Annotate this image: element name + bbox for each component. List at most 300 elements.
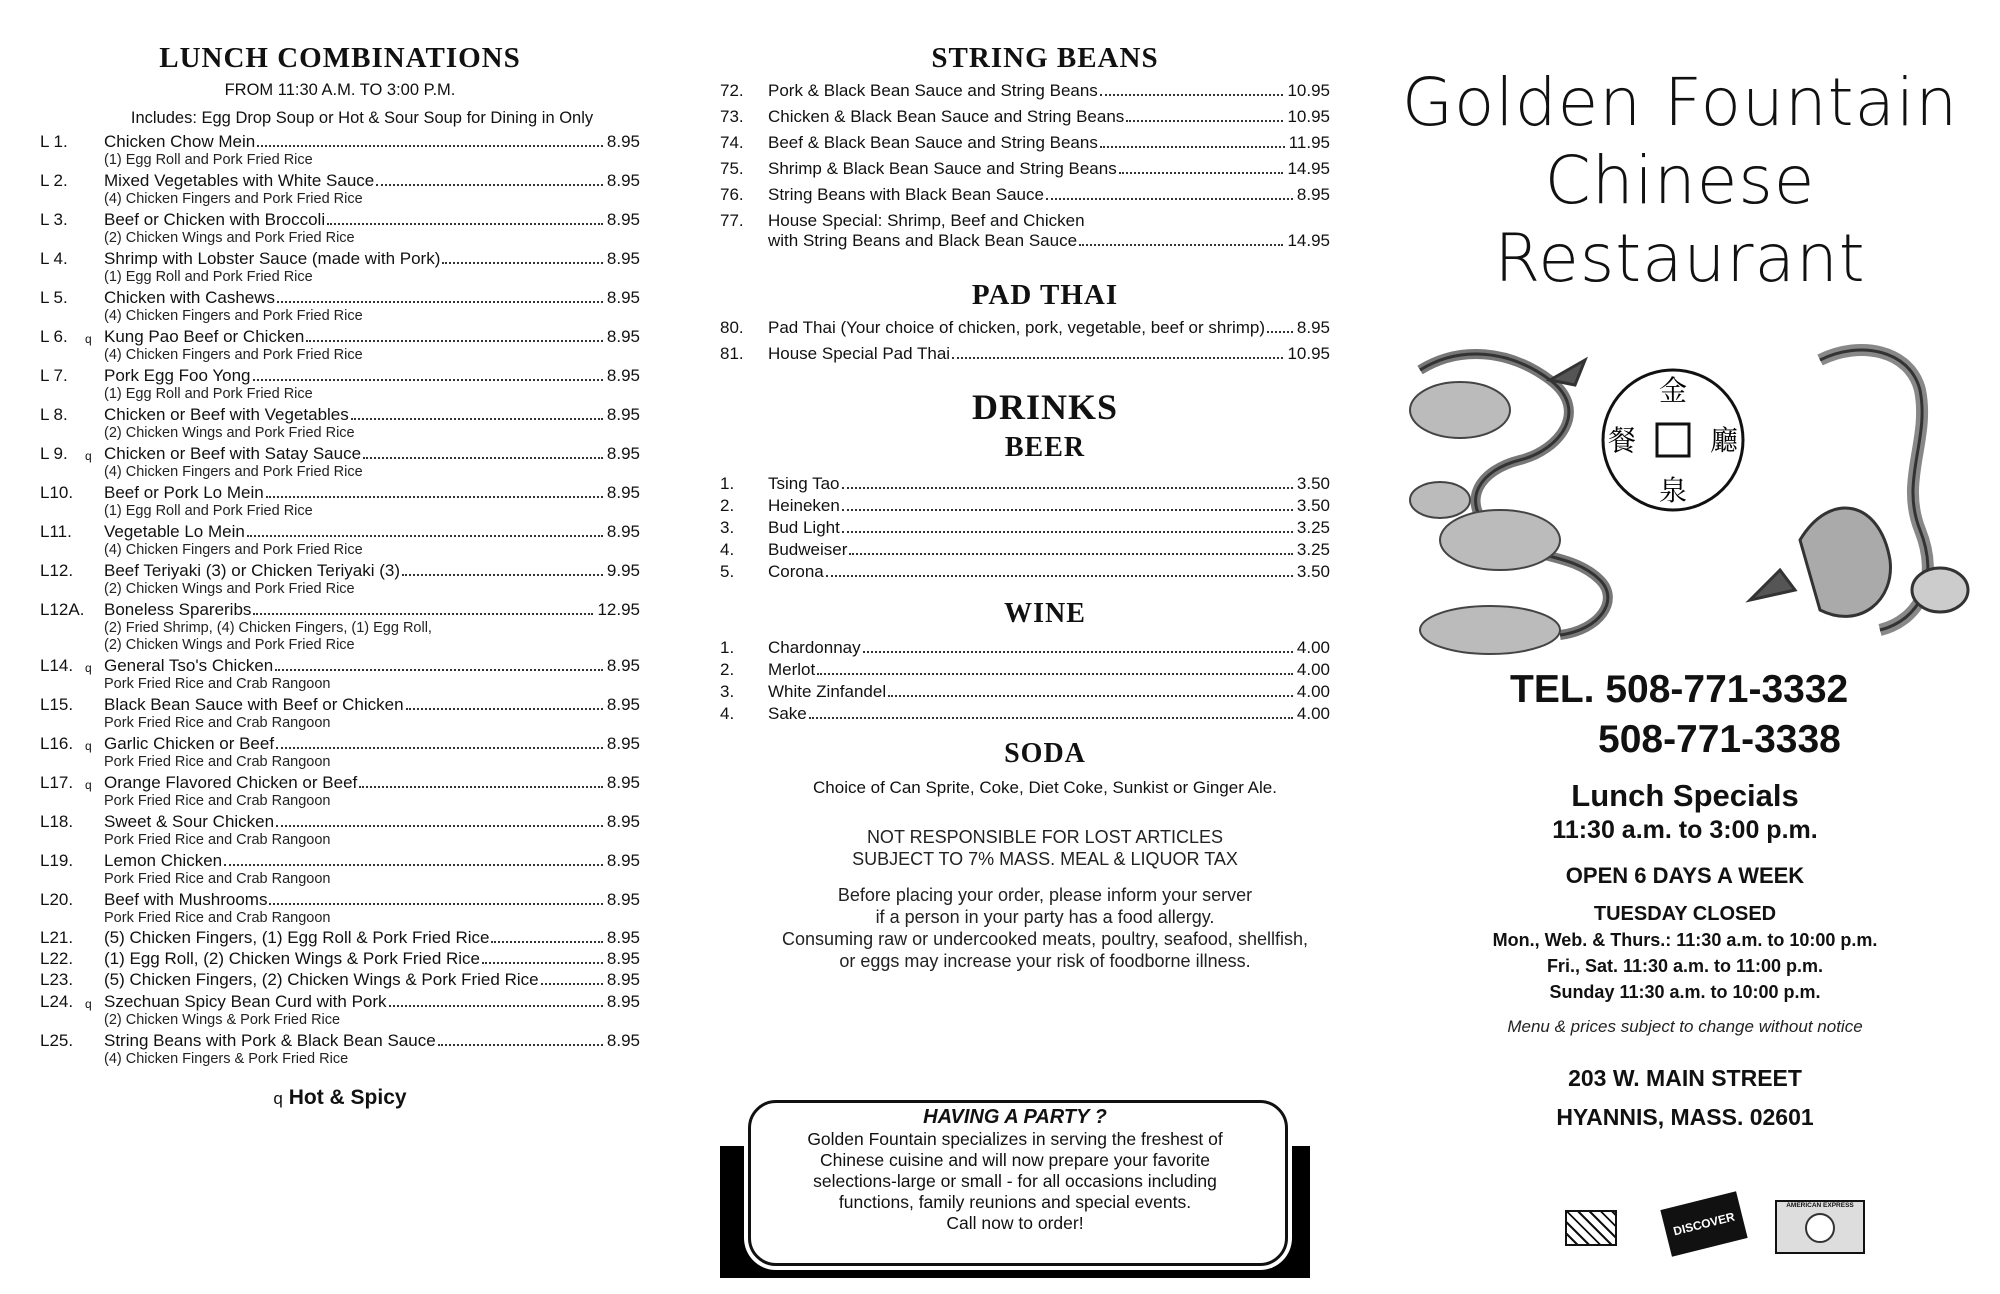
item-name: Lemon Chicken — [104, 851, 223, 870]
hot-spicy-legend — [40, 1086, 640, 1110]
item-name: Vegetable Lo Mein — [104, 522, 245, 541]
item-price: 3.25 — [1296, 518, 1330, 537]
address-line-2: HYANNIS, MASS. 02601 — [1556, 1104, 1814, 1130]
item-body — [104, 366, 640, 403]
allergy-line-4: or eggs may increase your risk of foodborne illness. — [839, 951, 1251, 971]
leader-dots — [276, 824, 603, 827]
hot-spicy-marker: q — [85, 739, 92, 753]
menu-item — [40, 1031, 640, 1068]
item-body — [104, 561, 640, 598]
leader-dots — [351, 417, 603, 420]
menu-item — [720, 562, 1330, 582]
item-line — [104, 970, 640, 990]
item-number: 81. — [720, 344, 744, 363]
leader-dots — [402, 573, 603, 576]
item-note: Pork Fried Rice and Crab Rangoon — [104, 676, 331, 692]
hot-spicy-symbol: q — [273, 1089, 283, 1108]
item-number: L12. — [40, 561, 74, 580]
item-body — [768, 159, 1330, 179]
item-body — [768, 81, 1330, 101]
item-name: General Tso's Chicken — [104, 656, 274, 675]
beer-list — [720, 474, 1330, 582]
menu-item — [720, 518, 1330, 538]
leader-dots — [1046, 197, 1293, 200]
item-body — [104, 405, 640, 442]
item-price: 11.95 — [1288, 133, 1330, 152]
item-name: Corona — [768, 562, 824, 581]
item-price: 12.95 — [597, 600, 640, 619]
item-price: 3.50 — [1296, 474, 1330, 493]
item-name: Heineken — [768, 496, 840, 515]
item-price: 10.95 — [1287, 81, 1330, 100]
menu-item — [40, 928, 640, 948]
item-name: Chicken with Cashews — [104, 288, 276, 307]
item-number: L11. — [40, 522, 72, 541]
item-note: (2) Fried Shrimp, (4) Chicken Fingers, (1) Egg Roll, — [104, 620, 432, 636]
item-price: 8.95 — [606, 992, 640, 1011]
item-number: L21. — [40, 928, 74, 947]
item-line — [768, 344, 1330, 364]
party-line-4: functions, family reunions and special events. — [838, 1192, 1192, 1212]
menu-item — [40, 949, 640, 969]
item-number: L10. — [40, 483, 74, 502]
item-number: 72. — [720, 81, 744, 100]
item-line — [104, 928, 640, 948]
item-line — [768, 562, 1330, 582]
item-number: L 9. — [40, 444, 68, 463]
menu-item — [720, 211, 1330, 251]
item-name: (5) Chicken Fingers, (2) Chicken Wings & Pork Fried Rice — [104, 970, 539, 989]
hot-spicy-marker: q — [85, 449, 92, 463]
menu-item — [720, 107, 1330, 127]
lunch-title: LUNCH COMBINATIONS — [159, 42, 521, 74]
item-body — [104, 734, 640, 771]
party-box — [720, 1100, 1310, 1278]
leader-dots — [888, 694, 1293, 697]
item-price: 3.50 — [1296, 496, 1330, 515]
item-number: 74. — [720, 133, 744, 152]
item-name: Chicken Chow Mein — [104, 132, 256, 151]
item-line — [768, 185, 1330, 205]
address-line-1: 203 W. MAIN STREET — [1568, 1065, 1802, 1091]
item-line — [768, 231, 1330, 251]
phone-1: TEL. 508-771-3332 — [1510, 668, 1849, 711]
item-number: L 5. — [40, 288, 68, 307]
item-number: L18. — [40, 812, 74, 831]
item-number: 2. — [720, 496, 735, 515]
item-price: 8.95 — [606, 773, 640, 792]
menu-item — [40, 405, 640, 442]
item-price: 4.00 — [1296, 704, 1330, 723]
item-number: L23. — [40, 970, 74, 989]
chinese-seal — [1603, 370, 1743, 510]
leader-dots — [849, 552, 1293, 555]
item-body — [768, 660, 1330, 680]
item-number: L16. — [40, 734, 74, 753]
item-price: 8.95 — [606, 656, 640, 675]
item-name: Tsing Tao — [768, 474, 840, 493]
item-note: (1) Egg Roll and Pork Fried Rice — [104, 386, 313, 402]
item-note: Pork Fried Rice and Crab Rangoon — [104, 793, 331, 809]
item-number: L12A. — [40, 600, 85, 619]
item-body — [768, 185, 1330, 205]
soda-text: Choice of Can Sprite, Coke, Diet Coke, Sunkist or Ginger Ale. — [813, 778, 1277, 797]
item-line — [104, 444, 640, 464]
item-note: (2) Chicken Wings and Pork Fried Rice — [104, 637, 355, 653]
item-name: Beef or Chicken with Broccoli — [104, 210, 326, 229]
item-line — [768, 107, 1330, 127]
item-number: L 2. — [40, 171, 68, 190]
item-name: String Beans with Black Bean Sauce — [768, 185, 1044, 204]
item-price: 8.95 — [606, 1031, 640, 1050]
menu-item — [40, 656, 640, 693]
item-name: with String Beans and Black Bean Sauce — [768, 231, 1078, 250]
item-price: 8.95 — [606, 483, 640, 502]
item-price: 8.95 — [1296, 318, 1330, 337]
leader-dots — [224, 863, 603, 866]
restaurant-name-line-1: Golden Fountain — [1401, 64, 1959, 141]
item-line — [104, 773, 640, 793]
item-body — [768, 211, 1330, 251]
leader-dots — [376, 183, 603, 186]
item-body — [768, 107, 1330, 127]
item-name: Mixed Vegetables with White Sauce — [104, 171, 375, 190]
pad-thai-list — [720, 318, 1330, 364]
item-number: 4. — [720, 540, 735, 559]
menu-item — [720, 704, 1330, 724]
item-body — [768, 318, 1330, 338]
amex-label: AMERICAN EXPRESS — [1786, 1202, 1854, 1209]
item-number: 1. — [720, 638, 735, 657]
item-price: 4.00 — [1296, 638, 1330, 657]
menu-item — [40, 483, 640, 520]
item-number: L 8. — [40, 405, 68, 424]
item-line — [768, 638, 1330, 658]
leader-dots — [276, 746, 603, 749]
leader-dots — [842, 486, 1293, 489]
leader-dots — [442, 261, 603, 264]
item-body — [768, 682, 1330, 702]
menu-item — [720, 159, 1330, 179]
item-name: Bud Light — [768, 518, 840, 537]
item-body — [104, 773, 640, 810]
lunch-combinations-column — [40, 0, 640, 1110]
lunch-includes: Includes: Egg Drop Soup or Hot & Sour Soup for Dining in Only — [130, 109, 594, 127]
item-number: 2. — [720, 660, 735, 679]
item-price: 8.95 — [606, 132, 640, 151]
item-price: 8.95 — [606, 288, 640, 307]
leader-dots — [438, 1043, 603, 1046]
item-name: Budweiser — [768, 540, 848, 559]
item-name: Black Bean Sauce with Beef or Chicken — [104, 695, 404, 714]
leader-dots — [1100, 93, 1284, 96]
item-body — [768, 474, 1330, 494]
item-name: Beef & Black Bean Sauce and String Beans — [768, 133, 1098, 152]
allergy-line-3: Consuming raw or undercooked meats, poultry, seafood, shellfish, — [782, 929, 1308, 949]
item-note: (4) Chicken Fingers and Pork Fried Rice — [104, 464, 363, 480]
string-beans-list — [720, 81, 1330, 251]
item-line — [104, 890, 640, 910]
item-line — [104, 695, 640, 715]
item-name: White Zinfandel — [768, 682, 887, 701]
item-line — [768, 133, 1330, 153]
item-number: L 3. — [40, 210, 68, 229]
item-body — [104, 970, 640, 990]
item-price: 8.95 — [606, 405, 640, 424]
item-line — [104, 327, 640, 347]
item-name: Shrimp & Black Bean Sauce and String Beans — [768, 159, 1117, 178]
item-line — [104, 366, 640, 386]
item-name-line: House Special: Shrimp, Beef and Chicken — [768, 211, 1085, 230]
menu-item — [720, 540, 1330, 560]
item-number: L 6. — [40, 327, 68, 346]
item-name: Orange Flavored Chicken or Beef — [104, 773, 358, 792]
beer-title: BEER — [1004, 432, 1086, 463]
item-name: Chicken & Black Bean Sauce and String Beans — [768, 107, 1125, 126]
item-number: L25. — [40, 1031, 74, 1050]
item-line — [104, 132, 640, 152]
drinks-title: DRINKS — [971, 387, 1119, 427]
leader-dots — [269, 902, 602, 905]
allergy-line-1: Before placing your order, please inform your server — [837, 885, 1253, 905]
menu-item — [40, 734, 640, 771]
item-note: Pork Fried Rice and Crab Rangoon — [104, 910, 331, 926]
item-body — [104, 483, 640, 520]
item-body — [104, 851, 640, 888]
menu-item — [720, 81, 1330, 101]
menu-item — [40, 366, 640, 403]
item-note: Pork Fried Rice and Crab Rangoon — [104, 754, 331, 770]
menu-item — [720, 344, 1330, 364]
tax-notice: SUBJECT TO 7% MASS. MEAL & LIQUOR TAX — [852, 849, 1238, 869]
item-number: 3. — [720, 682, 735, 701]
item-number: L19. — [40, 851, 74, 870]
hot-spicy-marker: q — [85, 997, 92, 1011]
item-name: Pork & Black Bean Sauce and String Beans — [768, 81, 1098, 100]
item-price: 3.25 — [1296, 540, 1330, 559]
menu-item — [720, 185, 1330, 205]
restaurant-info-column — [1400, 0, 1970, 298]
menu-item — [40, 812, 640, 849]
item-number: 4. — [720, 704, 735, 723]
item-price: 8.95 — [1296, 185, 1330, 204]
item-name: House Special Pad Thai — [768, 344, 951, 363]
item-note: (2) Chicken Wings and Pork Fried Rice — [104, 425, 355, 441]
menu-item — [720, 318, 1330, 338]
leader-dots — [541, 982, 603, 985]
item-line — [104, 405, 640, 425]
leader-dots — [253, 612, 593, 615]
item-body — [768, 518, 1330, 538]
leader-dots — [266, 495, 603, 498]
item-name: Pork Egg Foo Yong — [104, 366, 251, 385]
leader-dots — [842, 508, 1293, 511]
party-line-1: Golden Fountain specializes in serving the freshest of — [807, 1129, 1223, 1149]
item-note: (1) Egg Roll and Pork Fried Rice — [104, 152, 313, 168]
menu-item — [720, 133, 1330, 153]
item-line — [768, 540, 1330, 560]
menu-item — [40, 773, 640, 810]
item-line — [768, 474, 1330, 494]
item-line — [104, 1031, 640, 1051]
item-body — [104, 171, 640, 208]
leader-dots — [277, 300, 603, 303]
item-price: 9.95 — [606, 561, 640, 580]
leader-dots — [275, 668, 603, 671]
item-number: 76. — [720, 185, 744, 204]
item-line — [104, 949, 640, 969]
menu-item — [40, 695, 640, 732]
item-note: Pork Fried Rice and Crab Rangoon — [104, 871, 331, 887]
item-price: 14.95 — [1287, 159, 1330, 178]
menu-item — [720, 682, 1330, 702]
item-body — [104, 288, 640, 325]
item-price: 8.95 — [606, 444, 640, 463]
item-body — [104, 210, 640, 247]
menu-item — [40, 522, 640, 559]
item-price: 4.00 — [1296, 660, 1330, 679]
item-line — [104, 812, 640, 832]
item-body — [104, 890, 640, 927]
menu-item — [40, 851, 640, 888]
lunch-hours: FROM 11:30 A.M. TO 3:00 P.M. — [224, 81, 456, 99]
item-note: (1) Egg Roll and Pork Fried Rice — [104, 503, 313, 519]
item-price: 3.50 — [1296, 562, 1330, 581]
item-name: Garlic Chicken or Beef — [104, 734, 275, 753]
item-body — [104, 812, 640, 849]
item-name: Sweet & Sour Chicken — [104, 812, 275, 831]
item-line — [104, 210, 640, 230]
item-line — [104, 288, 640, 308]
item-price: 10.95 — [1287, 344, 1330, 363]
item-name: Shrimp with Lobster Sauce (made with Pork) — [104, 249, 441, 268]
item-line — [768, 496, 1330, 516]
menu-item — [40, 327, 640, 364]
item-line — [104, 600, 640, 620]
item-body — [104, 132, 640, 169]
item-price: 8.95 — [606, 327, 640, 346]
item-price: 8.95 — [606, 695, 640, 714]
party-line-5: Call now to order! — [946, 1213, 1084, 1233]
menu-item — [720, 660, 1330, 680]
item-number: 75. — [720, 159, 744, 178]
item-body — [104, 695, 640, 732]
price-change-notice: Menu & prices subject to change without notice — [1507, 1017, 1863, 1036]
middle-column — [720, 0, 1330, 972]
hot-spicy-marker: q — [85, 661, 92, 675]
hours-weekday: Mon., Web. & Thurs.: 11:30 a.m. to 10:00 p.m. — [1492, 930, 1878, 950]
item-number: 3. — [720, 518, 735, 537]
lunch-specials-label: Lunch Specials — [1571, 778, 1799, 813]
allergy-line-2: if a person in your party has a food allergy. — [875, 907, 1215, 927]
item-number: 73. — [720, 107, 744, 126]
item-line — [768, 159, 1330, 179]
leader-dots — [1119, 171, 1284, 174]
menu-item — [40, 890, 640, 927]
menu-item — [40, 992, 640, 1029]
string-beans-title: STRING BEANS — [931, 42, 1159, 74]
item-body — [768, 496, 1330, 516]
item-price: 8.95 — [606, 249, 640, 268]
item-note: (4) Chicken Fingers and Pork Fried Rice — [104, 308, 363, 324]
menu-item — [40, 561, 640, 598]
item-number: 1. — [720, 474, 735, 493]
leader-dots — [363, 456, 603, 459]
item-body — [104, 1031, 640, 1068]
party-line-2: Chinese cuisine and will now prepare your favorite — [819, 1150, 1211, 1170]
item-body — [104, 249, 640, 286]
item-number: L 1. — [40, 132, 68, 151]
item-price: 4.00 — [1296, 682, 1330, 701]
item-number: L20. — [40, 890, 74, 909]
item-price: 8.95 — [606, 734, 640, 753]
restaurant-name — [1390, 64, 1970, 298]
item-line — [104, 483, 640, 503]
tuesday-closed: TUESDAY CLOSED — [1593, 903, 1777, 925]
menu-item — [40, 210, 640, 247]
item-line — [104, 734, 640, 754]
menu-item — [40, 249, 640, 286]
restaurant-name-line-2: Chinese — [1544, 142, 1816, 219]
party-title: HAVING A PARTY ? — [923, 1106, 1107, 1128]
seal-char-top: 金 — [1658, 374, 1688, 407]
item-number: L17. — [40, 773, 74, 792]
item-number: 5. — [720, 562, 735, 581]
item-line — [104, 656, 640, 676]
leader-dots — [306, 339, 603, 342]
menu-item — [40, 288, 640, 325]
item-price: 8.95 — [606, 210, 640, 229]
leader-dots — [1100, 145, 1285, 148]
item-body — [768, 638, 1330, 658]
item-body — [104, 522, 640, 559]
open-days: OPEN 6 DAYS A WEEK — [1565, 863, 1805, 888]
item-name: Boneless Spareribs — [104, 600, 252, 619]
menu-item — [40, 600, 640, 654]
leader-dots — [257, 144, 603, 147]
leader-dots — [1079, 243, 1283, 246]
leader-dots — [1267, 330, 1293, 333]
item-price: 8.95 — [606, 970, 640, 989]
phoenix-icon — [1750, 350, 1968, 630]
lost-articles-notice: NOT RESPONSIBLE FOR LOST ARTICLES — [866, 827, 1224, 847]
item-price: 8.95 — [606, 851, 640, 870]
restaurant-name-line-3: Restaurant — [1494, 220, 1866, 297]
item-body — [104, 949, 640, 969]
item-line — [768, 682, 1330, 702]
menu-item — [720, 496, 1330, 516]
soda-title: SODA — [1004, 738, 1086, 769]
item-body — [104, 327, 640, 364]
item-price: 10.95 — [1287, 107, 1330, 126]
item-price: 8.95 — [606, 366, 640, 385]
item-line — [768, 518, 1330, 538]
item-note: (4) Chicken Fingers & Pork Fried Rice — [104, 1051, 349, 1067]
item-number: 80. — [720, 318, 744, 337]
item-number: L15. — [40, 695, 74, 714]
item-price: 8.95 — [606, 171, 640, 190]
item-note: (2) Chicken Wings and Pork Fried Rice — [104, 230, 355, 246]
item-name: Sake — [768, 704, 807, 723]
card-amex-icon — [1775, 1200, 1865, 1254]
item-name: Pad Thai (Your choice of chicken, pork, vegetable, beef or shrimp) — [768, 318, 1266, 337]
item-name: String Beans with Pork & Black Bean Sauce — [104, 1031, 436, 1050]
item-price: 8.95 — [606, 949, 640, 968]
accepted-cards — [1565, 1200, 1865, 1252]
item-name: (1) Egg Roll, (2) Chicken Wings & Pork Fried Rice — [104, 949, 481, 968]
item-name: Kung Pao Beef or Chicken — [104, 327, 305, 346]
lunch-specials-hours: 11:30 a.m. to 3:00 p.m. — [1552, 816, 1818, 844]
